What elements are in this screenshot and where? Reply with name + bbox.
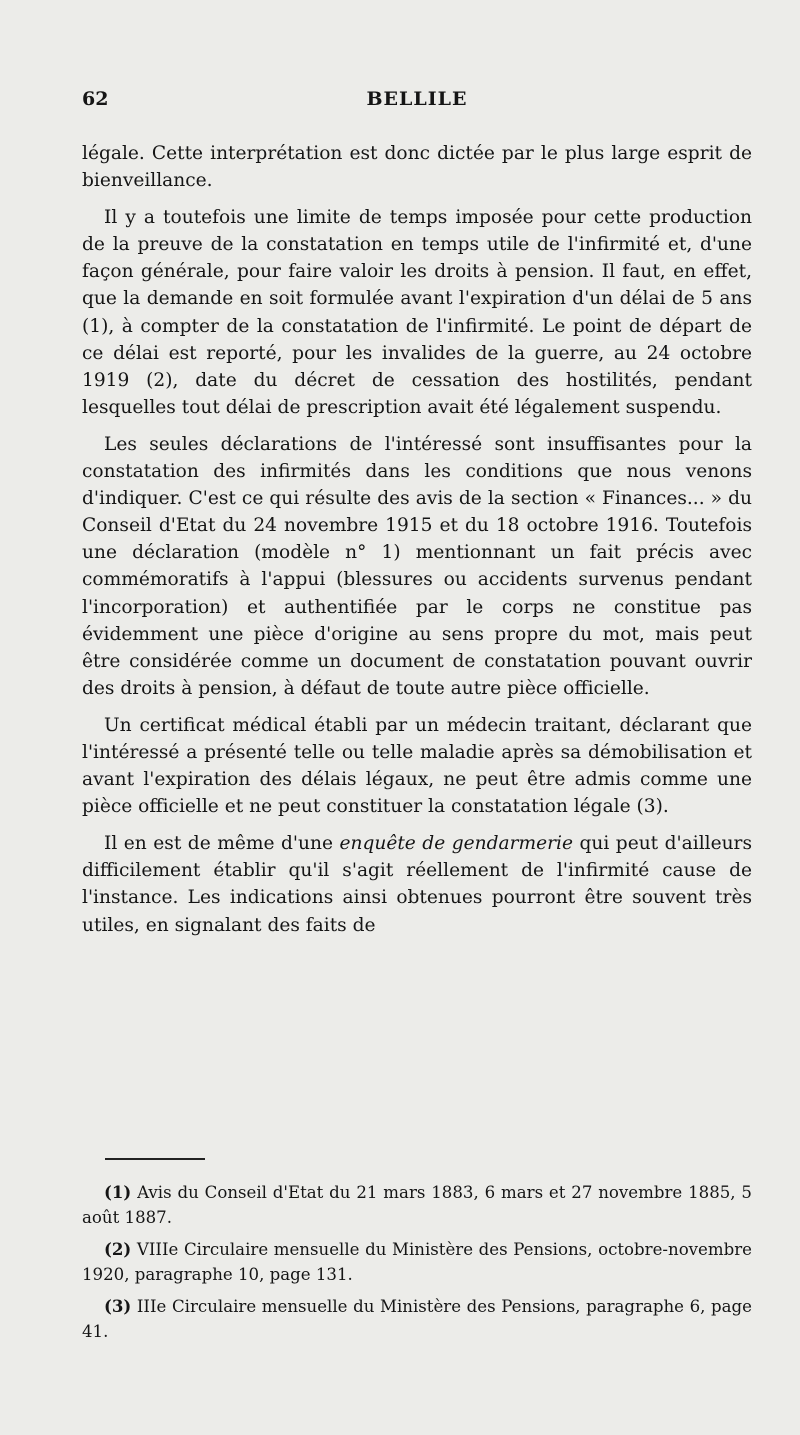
footnote-text: IIIe Circulaire mensuelle du Ministère des Pensions, paragraphe 6, page 41. <box>82 1297 752 1341</box>
footnote-ref: (3) <box>104 1296 132 1316</box>
paragraph: légale. Cette interprétation est donc dictée par le plus large esprit de bienveillance. <box>82 143 752 192</box>
footnote-text: Avis du Conseil d'Etat du 21 mars 1883, 6 mars et 27 novembre 1885, 5 août 1887. <box>82 1183 752 1227</box>
footnote-ref: (1) <box>104 1182 132 1202</box>
body-text <box>82 140 752 949</box>
footnote <box>82 1294 752 1344</box>
paragraph-text-end: qui peut d'ailleurs difficilement établir qu'il s'agit réellement de l'infirmité cause de l'instance. Les indications ainsi obtenues pourront être souvent très utiles, en signalant des faits de <box>82 833 752 936</box>
paragraph: Les seules déclarations de l'intéressé sont insuffisantes pour la constatation des infirmités dans les conditions que nous venons d'indiquer. C'est ce qui résulte des avis de la section « Finances... » du Conseil d'Etat du 24 novembre 1915 et du 18 octobre 1916. Toutefois une déclaration (modèle n° 1) mentionnant un fait précis avec commémoratifs à l'appui (blessures ou accidents survenus pendant l'incorporation) et authentifiée par le corps ne constitue pas évidemment une pièce d'origine au sens propre du mot, mais peut être considérée comme un document de constatation pouvant ouvrir des droits à pension, à défaut de toute autre pièce officielle. <box>82 433 752 699</box>
paragraph: Un certificat médical établi par un médecin traitant, déclarant que l'intéressé a présenté telle ou telle maladie après sa démobilisation et avant l'expiration des délais légaux, ne peut être admis comme une pièce officielle et ne peut constituer la constatation légale (3). <box>82 714 752 818</box>
footnote <box>82 1237 752 1287</box>
footnote-text: VIIIe Circulaire mensuelle du Ministère des Pensions, octobre-novembre 1920, paragraphe 10, page 131. <box>82 1240 752 1284</box>
page-number: 62 <box>82 88 109 110</box>
paragraph: Il y a toutefois une limite de temps imposée pour cette production de la preuve de la constatation en temps utile de l'infirmité et, d'une façon générale, pour faire valoir les droits à pension. Il faut, en effet, que la demande en soit formulée avant l'expiration d'un délai de 5 ans (1), à compter de la constatation de l'infirmité. Le point de départ de ce délai est reporté, pour les invalides de la guerre, au 24 octobre 1919 (2), date du décret de cessation des hostilités, pendant lesquelles tout délai de prescription avait été légalement suspendu. <box>82 207 752 418</box>
page-header <box>82 88 752 118</box>
emphasized-phrase: enquête de gendarmerie <box>339 833 573 855</box>
footnote-divider <box>105 1158 205 1160</box>
running-title: BELLILE <box>366 88 468 110</box>
paragraph-text-start: Il en est de même d'une <box>104 833 340 855</box>
footnote-ref: (2) <box>104 1239 132 1259</box>
footnote <box>82 1180 752 1230</box>
paragraph <box>82 830 752 938</box>
footnotes <box>82 1180 752 1351</box>
